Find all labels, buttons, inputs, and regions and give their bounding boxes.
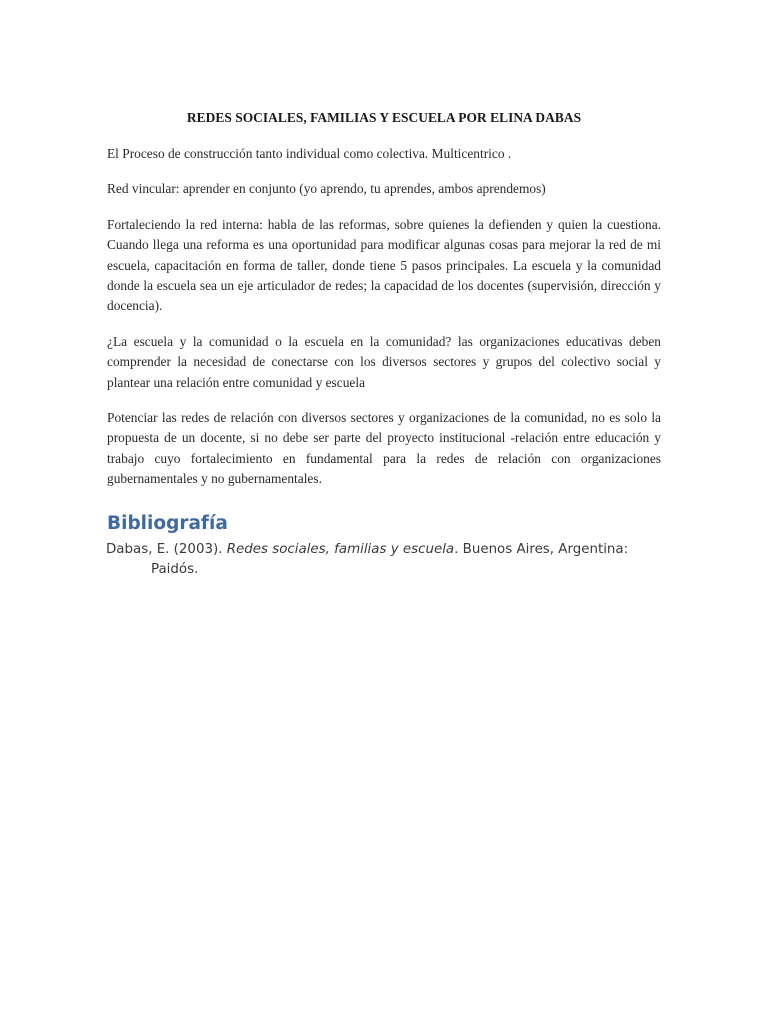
- paragraph-4: ¿La escuela y la comunidad o la escuela en la comunidad? las organizaciones educativas deben comprender la necesidad de conectarse con los diversos sectores y grupos del colectivo social y plantear una relación entre comunidad y escuela: [107, 333, 661, 390]
- paragraph-1: El Proceso de construcción tanto individual como colectiva. Multicentrico .: [107, 146, 512, 161]
- document-title: REDES SOCIALES, FAMILIAS Y ESCUELA POR ELINA DABAS: [186, 110, 582, 125]
- paragraph-2: Red vincular: aprender en conjunto (yo aprendo, tu aprendes, ambos aprendemos): [107, 181, 546, 197]
- bib-author-year: Dabas, E. (2003).: [106, 541, 227, 557]
- bib-publisher: . Buenos Aires, Argentina: Paidós.: [151, 541, 629, 577]
- bibliography-entry: [106, 540, 661, 580]
- paragraph-5: Potenciar las redes de relación con diversos sectores y organizaciones de la comunidad, no es solo la propuesta de un docente, si no debe ser parte del proyecto institucional -relación entre educación y trabajo cuyo fortalecimiento en fundamental para la redes de relación con organizaciones gubernamentales y no gubernamentales.: [107, 410, 661, 487]
- bib-book-title: Redes sociales, familias y escuela: [226, 541, 455, 557]
- bibliography-heading: Bibliografía: [107, 512, 228, 534]
- paragraph-3: Fortaleciendo la red interna: habla de las reformas, sobre quienes la defienden y quien la cuestiona. Cuando llega una reforma es una oportunidad para modificar algunas cosas para mejorar la red de mi escuela, capacitación en forma de taller, donde tiene 5 pasos principales. La escuela y la comunidad donde la escuela sea un eje articulador de redes; la capacidad de los docentes (supervisión, dirección y docencia).: [107, 216, 661, 314]
- document-body: [107, 108, 661, 580]
